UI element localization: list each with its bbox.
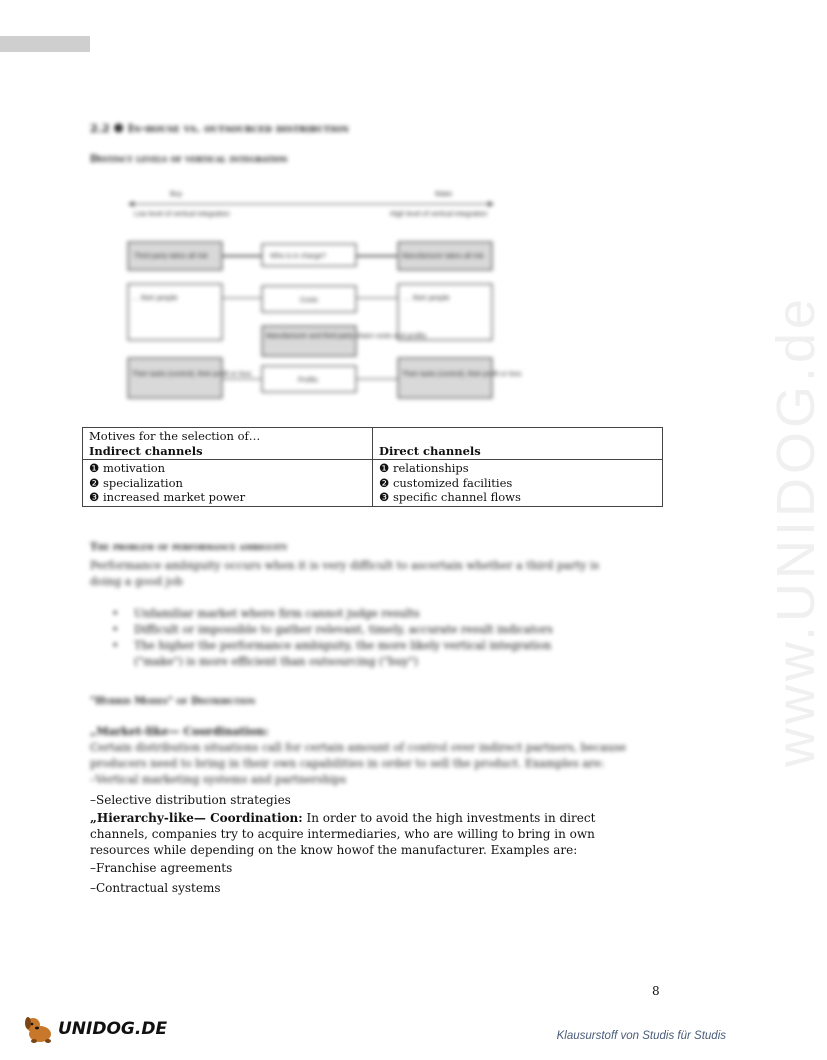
logo-text: UNIDOG.DE — [58, 1019, 168, 1039]
hierarchy-paragraph — [90, 810, 650, 858]
table-header-direct — [373, 428, 663, 460]
table-header-indirect — [83, 428, 373, 460]
list-item: ❶ motivation — [89, 461, 166, 475]
list-item: ❶ relationships — [379, 461, 469, 475]
contractual-line: –Contractual systems — [90, 881, 221, 895]
table-row — [83, 460, 663, 507]
indirect-channels-header: Indirect channels — [89, 443, 203, 458]
problem-bullets — [112, 606, 592, 670]
diagram-left-box1-label: Third party takes all risk — [134, 253, 208, 260]
diagram-left-box2 — [128, 284, 222, 340]
footer-tagline: Klausurstoff von Studis für Studis — [556, 1030, 726, 1042]
market-text: Certain distribution situations call for certain amount of control over indirect partners, because producers need to bring in their own capabilities in order to sell the product. Examples are: — [90, 741, 627, 770]
diagram-center-box2-label: Costs — [300, 297, 318, 304]
header-bar — [0, 36, 90, 52]
diagram-right-box1-label: Manufacturer takes all risk — [402, 253, 484, 260]
diagram-center-box1-label: Who is in charge? — [270, 253, 327, 260]
market-example: –Vertical marketing systems and partnerships — [90, 773, 347, 786]
motives-table — [82, 427, 663, 507]
list-item: ❷ customized facilities — [379, 475, 513, 490]
diagram-center-box4-label: Profits — [298, 377, 318, 384]
diagram-right-box4 — [398, 358, 492, 398]
diagram-right-sub: High level of vertical integration — [390, 211, 488, 218]
diagram-right-box2-label: … their people — [404, 295, 450, 302]
diagram-center-box3-label: Manufacturer and third party share costs and profits — [266, 333, 427, 340]
diagram-left-box2-label: … their people — [132, 295, 178, 302]
diagram-left-sub: Low level of vertical integration — [134, 211, 230, 218]
diagram-right-box4-label: Their tasks (control), their profit or loss — [402, 371, 522, 378]
hierarchy-label: „Hierarchy-like— Coordination: — [90, 811, 303, 825]
list-item: • The higher the performance ambiguity, the more likely vertical integration ("make") is more efficient than outsourcing ("buy") — [112, 638, 592, 670]
hierarchy-text: In order to avoid the high investments in direct channels, companies try to acquire intermediaries, who are willing to bring in own resources while depending on the know howof the manufacturer. Examples are: — [90, 811, 596, 857]
market-heading: „Market-like— Coordination: — [90, 725, 269, 738]
list-item: • Unfamiliar market where firm cannot judge results — [112, 606, 592, 622]
table-header-row — [83, 428, 663, 460]
table-intro: Motives for the selection of… — [89, 429, 261, 443]
integration-diagram — [120, 186, 522, 406]
diagram-right-box2 — [398, 284, 492, 340]
diagram-left-top: Buy — [170, 191, 183, 198]
list-item: • Difficult or impossible to gather relevant, timely, accurate result indicators — [112, 622, 592, 638]
page-number: 8 — [652, 984, 660, 998]
diagram-left-box4-label: Their tasks (control), their profit or loss — [132, 371, 252, 378]
diagram-right-top: Make — [435, 191, 453, 198]
direct-motives-cell — [373, 460, 663, 507]
indirect-motives-cell — [83, 460, 373, 507]
diagram-center-box3 — [262, 326, 356, 356]
problem-text: Performance ambiguity occurs when it is very difficult to ascertain whether a third party is doing a good job — [90, 559, 600, 588]
list-item: ❸ increased market power — [89, 490, 246, 504]
watermark: www.UNIDOG.de — [766, 294, 827, 768]
hybrid-text-block — [90, 792, 650, 898]
hybrid-heading: "Hybrid Modes" of Distribution — [90, 696, 256, 707]
franchise-line: –Franchise agreements — [90, 861, 233, 875]
selective-strategies-line: –Selective distribution strategies — [90, 793, 291, 807]
direct-channels-header: Direct channels — [379, 443, 481, 458]
dog-icon — [22, 1014, 56, 1044]
list-item: ❸ specific channel flows — [379, 490, 521, 504]
section-heading: 2.2 ❸ In-house vs. outsourced distribution — [90, 122, 349, 135]
sub-heading: Distinct levels of vertical integration — [90, 154, 288, 165]
diagram-left-box4 — [128, 358, 222, 398]
list-item: ❷ specialization — [89, 475, 183, 490]
problem-heading: The problem of performance ambiguity — [90, 542, 288, 553]
unidog-logo — [22, 1014, 167, 1044]
